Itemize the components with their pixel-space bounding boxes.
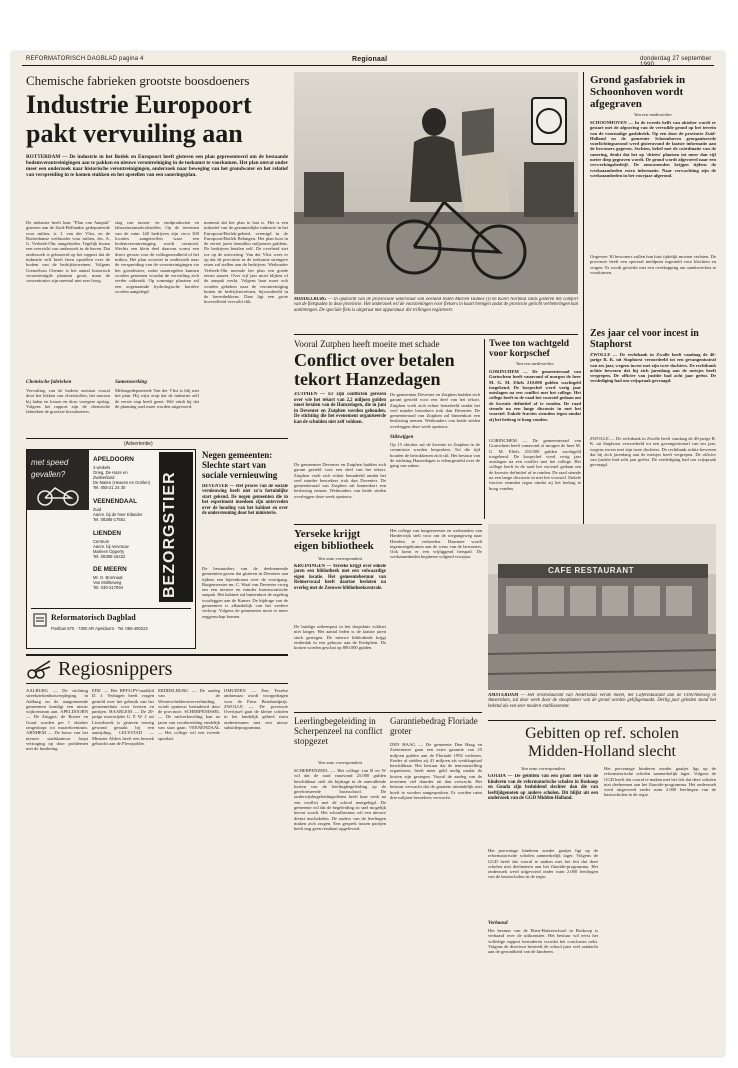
regiosnippers-rule-bottom xyxy=(26,683,288,684)
ad-branch-3-phone: Tel. 08385-15422 xyxy=(93,554,126,559)
page-header-date: donderdag 27 september xyxy=(640,56,712,62)
zutphen-headline-line2: tekort Hanzedagen xyxy=(294,369,441,389)
caption2-location: AMSTERDAM xyxy=(488,693,519,698)
lead-headline-line2: pakt vervuiling aan xyxy=(26,119,243,148)
zutphen-rule xyxy=(294,334,578,335)
lead-subhead-2: Samenwerking xyxy=(115,379,147,385)
ad-branch-4-line: Van Moltkeweg xyxy=(93,580,122,585)
regiosnippers-col4: IJMUIDEN — Een Texelse ambtenaar wordt voorgedragen voor de Prins Bernhardprijs. ZWOLLE — De provincie Overijssel gaat de kleine scholen in het landelijk gebied extra ondersteunen met een nieuw subsidieprogramma. xyxy=(224,688,288,731)
negen-gemeenten-intro: DEVENTER — Het proces van de sociale vernieuwing heeft niet zo'n fortuinlijke start gekend. De negen gemeenten die in het experiment meedoen zijn ontevreden over de houding van het kabinet en over de ondersteuning door het ministerie. xyxy=(202,484,288,517)
page-header-left: REFORMATORISCH DAGBLAD pagina 4 xyxy=(26,56,144,62)
lead-headline-line1: Industrie Europoort xyxy=(26,90,252,119)
ad-footer-rule xyxy=(31,608,191,609)
lead-body-col1b: Vervuiling van de bodem ontstaat vooral door het lekken van vloeistoffen, het morsen bij laden en lossen en door vroegere opslag. Volgens het rapport zijn de chemische fabrieken de grootste boosdoeners. xyxy=(26,388,110,415)
ad-branch-2-name: VEENENDAAL xyxy=(93,498,138,505)
gebitten-byline: Van onze correspondent xyxy=(521,766,565,771)
ad-branch-4-phone: Tel. 030-317094 xyxy=(93,585,124,590)
gebitten-body2: Het bestuur van de Eben-Haëzerschool in Boskoop is verbaasd over de uitkomsten. Het bestuur wil eerst het volledige rapport bestuderen voordat het conclusies trekt. Volgens de directeur besteedt de school juist veel aandacht aan de gezondheid van de kinderen. xyxy=(488,928,598,955)
lead-body-col2b: Milieugedeputeerde Van der Vlist is blij met het plan. Hij wijst erop dat de industrie zelf de eerste stap heeft gezet. Wel vindt hij dat de planning snel moet worden uitgevoerd. xyxy=(115,388,199,409)
lead-intro: ROTTERDAM — De industrie in het Botlek en Europoort heeft gisteren een plan gepresenteerd om de bestaande bodemverontreinigingen aan te pakken en nieuwe verontreiniging in de toekomst te voorkomen. Het plan omvat onder meer een onderzoek naar historische verontreinigingen, onderzoek naar beweging van het grondwater en het relatief van verspreiding in te komen stukken en het opstellen van een saneringsplan. xyxy=(26,154,288,178)
lead-body-col1: De industrie heeft haar "Plan van Aanpak" gisteren aan de Zuid-Hollandse gedeputeerde voor milieu, ir. J. van der Vlist, en de Rotterdamse wethouder voor milieu, drs. A. G. Verbeek-Ohr, aangeboden. Tegelijk kwam een overzicht van onderzoek in de haven. Dat onderzoek is gebaseerd op het rapport dat de industrie zelf heeft laten opstellen over de bodem van de bedrijfsterreinen. Volgens Grenzeloos Chemie is het aantal historisch verontreinigde plaatsen groot, maar de concentraties zijn meestal niet zeer hoog. xyxy=(26,220,110,284)
hierden-body: Het college van burgemeester en wethouders van Harderwijk stelt voor om de toegangsweg naar Hierden te verbreden. Daarmee wordt tegemoetgekomen aan de wens van de bewoners. Ook komt er een vrijliggend fietspad. De werkzaamheden beginnen volgend voorjaar. xyxy=(390,528,482,560)
newspaper-logo-icon xyxy=(33,613,47,627)
ad-branch-3-line: Centrum xyxy=(93,539,110,544)
ad-branch-1-phone: Tel. 055-21 24 30 xyxy=(93,485,126,490)
header-rule xyxy=(22,65,714,66)
ad-branch-2-phone: Tel. 08385-17551 xyxy=(93,517,126,522)
gebitten-headline-line2: Midden-Holland slecht xyxy=(528,743,676,760)
zutphen-headline-line1: Conflict over betalen xyxy=(294,350,455,370)
ad-branch-2-line: Zuid xyxy=(93,507,102,512)
regiosnippers-col3: MIDDELBURG — De aanleg van de Westerscheldeoeververbinding wordt opnieuw bestudeerd door de provincie. SCHERPENISSEL — De ruilverkaveling kan na jaren van voorbereiding eindelijk van start gaan. VEENENDAAL — Het college wil een tweede sporthal. xyxy=(158,688,220,741)
lead-body-col2: slag van tussen- en eindproducten en laboratoriumafvalstoffen. Op de terreinen van de ruim 140 bedrijven zijn circa 300 locaties aangetroffen waar een bodemverontreiniging wordt vermoed. Slechts een klein deel daarvan vormt een direct gevaar voor de volksgezondheid of het milieu. Het plan voorziet in onderzoek naar de verspreiding van de verontreinigingen via het grondwater, zodat maatregelen kunnen worden genomen voordat de vervuiling zich verder uitbreidt. Op sommige plaatsen zal een zogenaamde hydrologische barrière worden aangelegd. xyxy=(115,220,199,294)
scherpenzeel-byline: Van onze correspondent xyxy=(318,760,362,765)
scissors-icon xyxy=(26,658,54,680)
ad-branch-1-line: Grieg, De Haze en xyxy=(93,470,128,475)
ad-slogan-line1: met speed xyxy=(31,458,69,467)
ad-footer-title: Reformatorisch Dagblad xyxy=(51,613,136,622)
schoonhoven-body2: Ongeveer 30 bewoners zullen hun huis tijdelijk moeten verlaten. De provincie heeft een speciaal meldpunt ingesteld voor klachten en vragen. Er wordt gewerkt met een overkapping om stankoverlast te voorkomen. xyxy=(590,254,716,275)
ad-branch-2-line: Aanm. bij de hoer Eilander xyxy=(93,512,143,517)
column-rule-right xyxy=(583,72,584,552)
yerseke-intro: KRUININGEN — Yerseke krijgt over enkele jaren een bibliotheek met een volwaardige eigen locatie. Het gemeentebestuur van Reimerswaal heeft daartoe besloten na overleg met de Zeeuwse bibliotheekcentrale. xyxy=(294,564,386,591)
ad-branch-1-line: 3 winkels xyxy=(93,465,111,470)
advertisement-box xyxy=(26,449,196,649)
yerseke-byline: Van onze correspondent xyxy=(318,556,362,561)
lead-kicker: Chemische fabrieken grootste boosdoeners xyxy=(26,73,250,88)
korpschef-byline: Van een medewerker xyxy=(515,361,554,366)
caption2-text: Het reisrestaurant van Nederlands eerste motel, het Caférestaurant aan de Utrechtseweg in Amsterdam, zal deze week door de sloophamer van de grond worden gelijkgemaakt. Dertig jaar geleden stond het bekend als een zeer modern etablissement. xyxy=(488,693,716,709)
yerseke-body: De huidige uitleenpost in het dorpshuis voldoet niet langer. Het aantal leden is de laatste jaren sterk gestegen. De nieuwe bibliotheek krijgt onderdak in een gebouw aan de Kerkplein. De kosten worden geschat op 800.000 gulden. xyxy=(294,624,386,651)
lead-body-col3: moment dat het plan te laat is. Het is een initiatief van de gezamenlijke industrie in het Europoort/Botlek-gebied, verenigd in de Europoort/Botlek Belangen. Het plan kost in de eerste jaren tientallen miljoenen guldens. De bedrijven betalen zelf. De overheid ziet toe op de uitvoering. Van der Vlist wees er op dat de provincie in de toekomst strengere eisen zal stellen aan de bedrijven. Wethouder Verbeek-Ohr noemde het plan een goede eerste aanzet. Over vijf jaar moet blijken of de aanpak werkt. Volgens haar moet ook worden gekeken naar de verontreiniging buiten de bedrijfsterreinen, bijvoorbeeld in de havenbekkens. Daar ligt een grote hoeveelheid vervuild slib. xyxy=(204,220,288,305)
bicycle-icon xyxy=(35,484,81,506)
staphorst-body-more: ZWOLLE — De rechtbank in Zwolle heeft vandaag de 46-jarige R. K. uit Staphorst veroordeeld tot een gevangenisstraf van zes jaar, wegens incest met zijn twee dochters. De rechtbank achtte bewezen dat hij zich jarenlang aan de meisjes heeft vergrepen. De officier van justitie had acht jaar geëist. De verdediging had om vrijspraak gevraagd. xyxy=(590,436,716,468)
ad-top-rule xyxy=(26,438,288,439)
schoonhoven-headline: Grond gasfabriek in Schoonhoven wordt afgegraven xyxy=(590,74,686,110)
page-header-section: Regionaal xyxy=(352,56,388,63)
staphorst-headline: Zes jaar cel voor incest in Staphorst xyxy=(590,328,699,350)
korpschef-body-more: GORINCHEM — De gemeenteraad van Gorinchem heeft vanavond of morgen de heer M. G. M. Eliels 210.000 gulden wachtgeld toegekend. De korpschef werd vorig jaar ontslagen na een conflict met het college. Het college heeft in de raad het voorstel gedaan om de kwestie definitief af te ronden. De raad stemde na een lange discussie in met het voorstel. Enkele fracties stemden tegen omdat zij het bedrag te hoog vonden. xyxy=(489,438,581,491)
photo-cyclists-caption: MIDDELBURG — In opdracht van de provinciale waterstaat van Zeeland testen Marien Dumoe (l) en Karel Nortmal sinds gisteren het comfort van de fietspaden in deze provincie. Het onderzoek wil de voorzieningen voor fietsers in kaart brengen zodat de provincie gericht verbeteringen kan aanbrengen. De speciale fiets is uitgerust met apparatuur die trillingen registreert. xyxy=(294,297,578,313)
ad-branch-4-name: DE MEERN xyxy=(93,566,127,573)
ad-slogan-line2: gevallen? xyxy=(31,470,66,479)
gebitten-body-col2: Het percentage kinderen zonder gaatjes ligt op de reformatorische scholen aanmerkelijk lager. Volgens de GGD heeft dat vooral te maken met het feit dat deze scholen niet deelnemen aan het fluoride-programma. Het onderzoek werd uitgevoerd onder ruim 2.000 leerlingen van de basisscholen in de regio. xyxy=(604,766,716,798)
ad-footer-address: Postbus 670 · 7300 AR Apeldoorn · Tel. 055-490222 xyxy=(51,626,148,631)
scherpenzeel-body: SCHERPENZEEL — Het college van B en W wil dat de raad vanavond 25.000 gulden beschikbaar stelt als bijdrage in de aanvullende kosten van de leerlingbegeleiding op de gereformeerde basisschool. De onderwijsbegeleidingsdienst heeft haar werk na een conflict met de school neergelegd. De gemeente wil dat de begeleiding zo snel mogelijk hervat wordt. Het schoolbestuur wil een nieuwe dienst inschakelen. De ouders van de leerlingen maken zich zorgen. Een gesprek tussen partijen heeft nog geen resultaat opgeleverd. xyxy=(294,768,386,832)
photo-restaurant xyxy=(488,524,716,690)
korpschef-rule xyxy=(484,339,485,519)
zutphen-intro: ZUTPHEN — Er zijn conflicten gerezen over wie het tekort van 2,2 miljoen gulden moet betalen van de Hanzedagen, die in juni in Deventer en Zutphen werden gehouden. De stichting die het evenement organiseerde kan de schulden niet zelf voldoen. xyxy=(294,392,386,425)
gebitten-headline-line1: Gebitten op ref. scholen xyxy=(525,725,679,742)
ad-branch-3-name: LIENDEN xyxy=(93,530,122,537)
negen-gemeenten-body: De bestuurders van de deelnemende gemeenten gaven dat gisteren in Deventer aan tijdens een bijeenkomst over de voortgang. Burgemeester mr. C. Waal van Deventer vroeg om een nieuwe en minder bureaucratische aanpak. Het kabinet zal binnenkort de regeling voorleggen aan de Kamer. De bijdrage van de gemeenten is afhankelijk van het verdere verloop. Volgens de gemeenten moet er meer zeggenschap komen. xyxy=(202,566,288,619)
scherpenzeel-rule xyxy=(294,712,482,713)
scherpenzeel-headline: Leerlingbegeleiding in Scherpenzeel na conflict stopgezet xyxy=(294,716,383,746)
gebitten-subhead: Verbaasd xyxy=(488,920,508,926)
zutphen-body2: Op 15 oktober zal de kwestie in Zutphen in de commissie worden besproken. Tot die tijd houden de betrokkenen zich stil. Het bestuur van de stichting Hanzedagen is teleurgesteld over de gang van zaken. xyxy=(390,442,480,469)
korpschef-headline: Twee ton wachtgeld voor korpschef xyxy=(489,339,570,359)
zutphen-body: De gemeenten Deventer en Zutphen hadden zich garant gesteld voor een deel van het tekort. Zutphen voelt zich echter benadeeld omdat het veel minder bezoekers trok dan Deventer. De gemeenteraad van Zutphen zal binnenkort een beslissing nemen. Wethouders van beide steden overleggen deze week opnieuw. xyxy=(294,462,386,499)
yerseke-rule xyxy=(294,524,482,525)
ad-branch-3-line: Marleen Opperty xyxy=(93,549,125,554)
ad-branch-4-line: Mr. G. Bronnaat xyxy=(93,575,123,580)
gebitten-intro: GOUDA — De gebitten van een groot deel van de kinderen van de reformatorische scholen in Boskoop en Gouda zijn beduidend slechter dan die van leeftijdgenoten op andere scholen. Dit blijkt uit een onderzoek van de GGD Midden-Holland. xyxy=(488,774,598,801)
ad-branch-1-name: APELDOORN xyxy=(93,456,134,463)
zutphen-kicker: Vooral Zutphen heeft moeite met schade xyxy=(294,339,440,349)
schoonhoven-byline: Van een medewerker xyxy=(633,112,672,117)
photo-cyclists xyxy=(294,72,578,294)
gebitten-body: Het percentage kinderen zonder gaatjes ligt op de reformatorische scholen aanmerkelijk lager. Volgens de GGD heeft dat vooral te maken met het feit dat deze scholen niet deelnemen aan het fluoride-programma. Het onderzoek werd uitgevoerd onder ruim 2.000 leerlingen van de basisscholen in de regio. xyxy=(488,848,598,880)
schoonhoven-body: SCHOONHOVEN — In de tweede helft van oktober wordt er gestart met de afgraving van de vervuilde grond op het terrein van de voormalige gasfabriek. Op een door de provincie Zuid-Holland en de gemeente Schoonhoven georganiseerde voorlichtingsavond werd gisteravond de laatste informatie aan de bewoners gegeven. Sechten, bebel met de coördinatie van de sanering, denkt dat het op 'drieën' plaatsen tot meer dan vijf meter diep gegraven wordt. De grond wordt afgevoerd naar een verwerkingsbedrijf. De omwonenden krijgen tijdens de werkzaamheden extra informatie. Naar verwachting zijn de werkzaamheden in het voorjaar afgerond. xyxy=(590,120,716,178)
regiosnippers-col2: EDE — Het RPF/GPV-raadslid D. J. Verhagen heeft vragen gesteld over het gebruik van het gemeentehuis voor feesten en partijen. HAARLEM — De 20-jarige motorrijder G. P. W. J. uit Lisserbroek is gisteren ernstig gewond geraakt bij een aanrijding. LELYSTAD — Minister Alders heeft een bezoek gebracht aan de Flevopolder. xyxy=(92,688,154,746)
ad-badge: (Advertentie) xyxy=(124,441,153,447)
newspaper-page xyxy=(12,52,724,1056)
regiosnippers-rule xyxy=(26,654,288,656)
ad-vertical-text: BEZORGSTIER xyxy=(161,471,178,598)
negen-gemeenten-headline: Negen gemeenten: Slechte start van sociale vernieuwing xyxy=(202,450,278,480)
ad-branch-3-line: Aanm. bij mevrouw xyxy=(93,544,129,549)
caption-text: In opdracht van de provinciale waterstaat van Zeeland testen Marien Dumoe (l) en Karel Nortmal sinds gisteren het comfort van de fietspaden in deze provincie. Het onderzoek wil de voorzieningen voor fietsers in kaart brengen zodat de provincie gericht verbeteringen kan aanbrengen. De speciale fiets is uitgerust met apparatuur die trillingen registreert. xyxy=(294,297,578,313)
regiosnippers-col1: AALBURG — De stichting streekziekenhuisverpleging in Aalburg en de aangrenzende gemeenten kondigt een nieuw wijkcentrum aan. APELDOORN — De Zuigpot, de Roeier en Graaf worden per 1 oktober omgedoopt tot muziekcentrum. ARNHEM — De bouw van het nieuwe stadskantoor loopt vertraging op door problemen met de fundering. xyxy=(26,688,88,752)
lead-subhead-1: Chemische fabrieken xyxy=(26,379,72,385)
photo-restaurant-caption: AMSTERDAM — Het reisrestaurant van Nederlands eerste motel, het Caférestaurant aan de Utrechtseweg in Amsterdam, zal deze week door de sloophamer van de grond worden gelijkgemaakt. Dertig jaar geleden stond het bekend als een zeer modern etablissement. xyxy=(488,693,716,709)
floriade-body: DEN HAAG — De gemeente Den Haag en Zoetermeer gaan een extra garantie van 25 miljoen gulden aan de Floriade 1992 verlenen. Eerder al stelden zij 41 miljoen als werkkapitaal beschikbaar. Het bestuur dat de tentoonstelling organiseert, heeft meer geld nodig omdat de kosten zijn gestegen. Vooral de aanleg van de terreinen viel duurder uit dan verwacht. Het bestuur verwacht dat de garantie uiteindelijk niet hoeft te worden aangesproken. Er worden ruim drie miljoen bezoekers verwacht. xyxy=(390,742,482,800)
yerseke-headline: Yerseke krijgt eigen bibliotheek xyxy=(294,528,374,552)
zutphen-subhead: Stilzwijgen xyxy=(390,434,414,440)
staphorst-body: ZWOLLE — De rechtbank in Zwolle heeft vandaag de 46-jarige R. K. uit Staphorst veroordeeld tot een gevangenisstraf van zes jaar, wegens incest met zijn twee dochters. De rechtbank achtte bewezen dat hij zich jarenlang aan de meisjes heeft vergrepen. De officier van justitie had acht jaar geëist. De verdediging had om vrijspraak gevraagd. xyxy=(590,352,716,384)
restaurant-sign: CAFE RESTAURANT xyxy=(548,566,635,575)
floriade-headline: Garantiebedrag Floriade groter xyxy=(390,716,478,736)
ad-branch-1-line: Zwitserland xyxy=(93,475,115,480)
zutphen-body-col2: De gemeenten Deventer en Zutphen hadden zich garant gesteld voor een deel van het tekort. Zutphen voelt zich echter benadeeld omdat het veel minder bezoekers trok dan Deventer. De gemeenteraad van Zutphen zal binnenkort een beslissing nemen. Wethouders van beide steden overleggen deze week opnieuw. xyxy=(390,392,480,429)
ad-branch-1-line: De Maten (Heaven en Ooirlen) xyxy=(93,480,151,485)
caption-location: MIDDELBURG xyxy=(294,297,327,302)
gebitten-rule xyxy=(488,720,716,721)
korpschef-body: GORINCHEM — De gemeenteraad van Gorinchem heeft vanavond of morgen de heer M. G. M. Eliels 210.000 gulden wachtgeld toegekend. De korpschef werd vorig jaar ontslagen na een conflict met het college. Het college heeft in de raad het voorstel gedaan om de kwestie definitief af te ronden. De raad stemde na een lange discussie in met het voorstel. Enkele fracties stemden tegen omdat zij het bedrag te hoog vonden. xyxy=(489,369,581,422)
regiosnippers-title: Regiosnippers xyxy=(58,658,173,680)
